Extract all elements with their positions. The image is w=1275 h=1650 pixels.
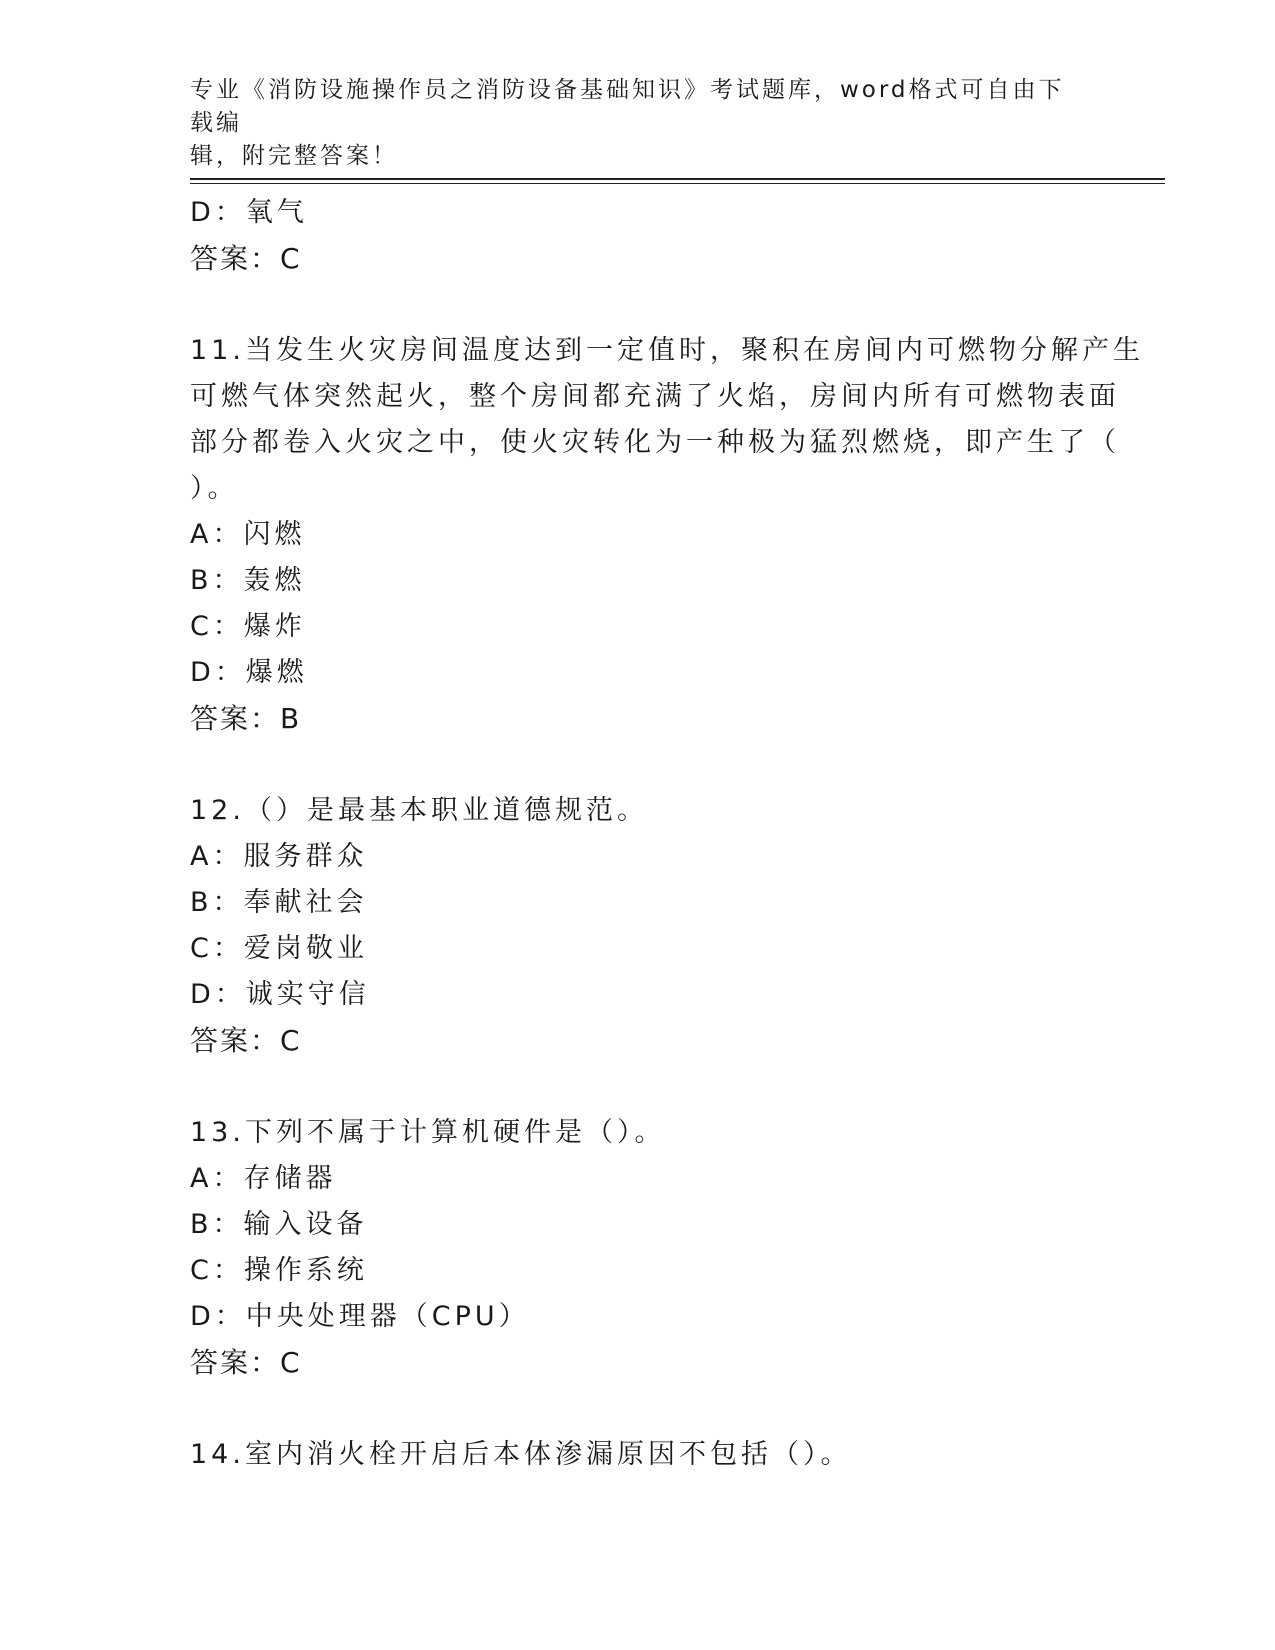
spacer: [190, 1064, 1090, 1110]
question-11: [190, 328, 1144, 512]
page-header: [190, 74, 1090, 173]
question-11-option-c: C：爆炸: [190, 611, 306, 642]
question-12: 12.（）是最基本职业道德规范。: [190, 795, 648, 826]
header-rule-thin: [190, 183, 1165, 184]
question-13-option-c: C：操作系统: [190, 1255, 368, 1286]
question-13-option-b: B：输入设备: [190, 1209, 368, 1240]
spacer: [190, 742, 1090, 788]
question-11-option-a: A：闪燃: [190, 519, 306, 550]
question-12-option-b: B：奉献社会: [190, 887, 368, 918]
question-13: 13.下列不属于计算机硬件是（）。: [190, 1117, 666, 1148]
question-11-line-4: ）。: [190, 473, 239, 504]
question-11-option-d: D：爆燃: [190, 657, 308, 688]
question-12-option-d: D：诚实守信: [190, 979, 370, 1010]
question-13-answer: 答案：C: [190, 1346, 302, 1379]
question-content: [190, 190, 1144, 1478]
prev-answer: 答案：C: [190, 242, 302, 275]
header-line-2: 辑，附完整答案！: [190, 143, 398, 169]
question-12-answer: 答案：C: [190, 1024, 302, 1057]
question-11-answer: 答案：B: [190, 702, 302, 735]
question-12-option-a: A：服务群众: [190, 841, 368, 872]
question-11-line-2: 可燃气体突然起火，整个房间都充满了火焰，房间内所有可燃物表面: [190, 381, 1120, 412]
spacer: [190, 1386, 1090, 1432]
question-11-option-b: B：轰燃: [190, 565, 306, 596]
spacer: [190, 282, 1090, 328]
header-rule-thick: [190, 178, 1165, 180]
question-11-line-3: 部分都卷入火灾之中，使火灾转化为一种极为猛烈燃烧，即产生了（: [190, 427, 1120, 458]
header-line-1: 专业《消防设施操作员之消防设备基础知识》考试题库，word格式可自由下载编: [190, 77, 1065, 136]
question-11-line-1: 11.当发生火灾房间温度达到一定值时，聚积在房间内可燃物分解产生: [190, 335, 1144, 366]
question-14: 14.室内消火栓开启后本体渗漏原因不包括（）。: [190, 1439, 852, 1470]
prev-option-d: D：氧气: [190, 197, 308, 228]
question-13-option-a: A：存储器: [190, 1163, 337, 1194]
question-12-option-c: C：爱岗敬业: [190, 933, 368, 964]
question-13-option-d: D：中央处理器（CPU）: [190, 1301, 530, 1332]
